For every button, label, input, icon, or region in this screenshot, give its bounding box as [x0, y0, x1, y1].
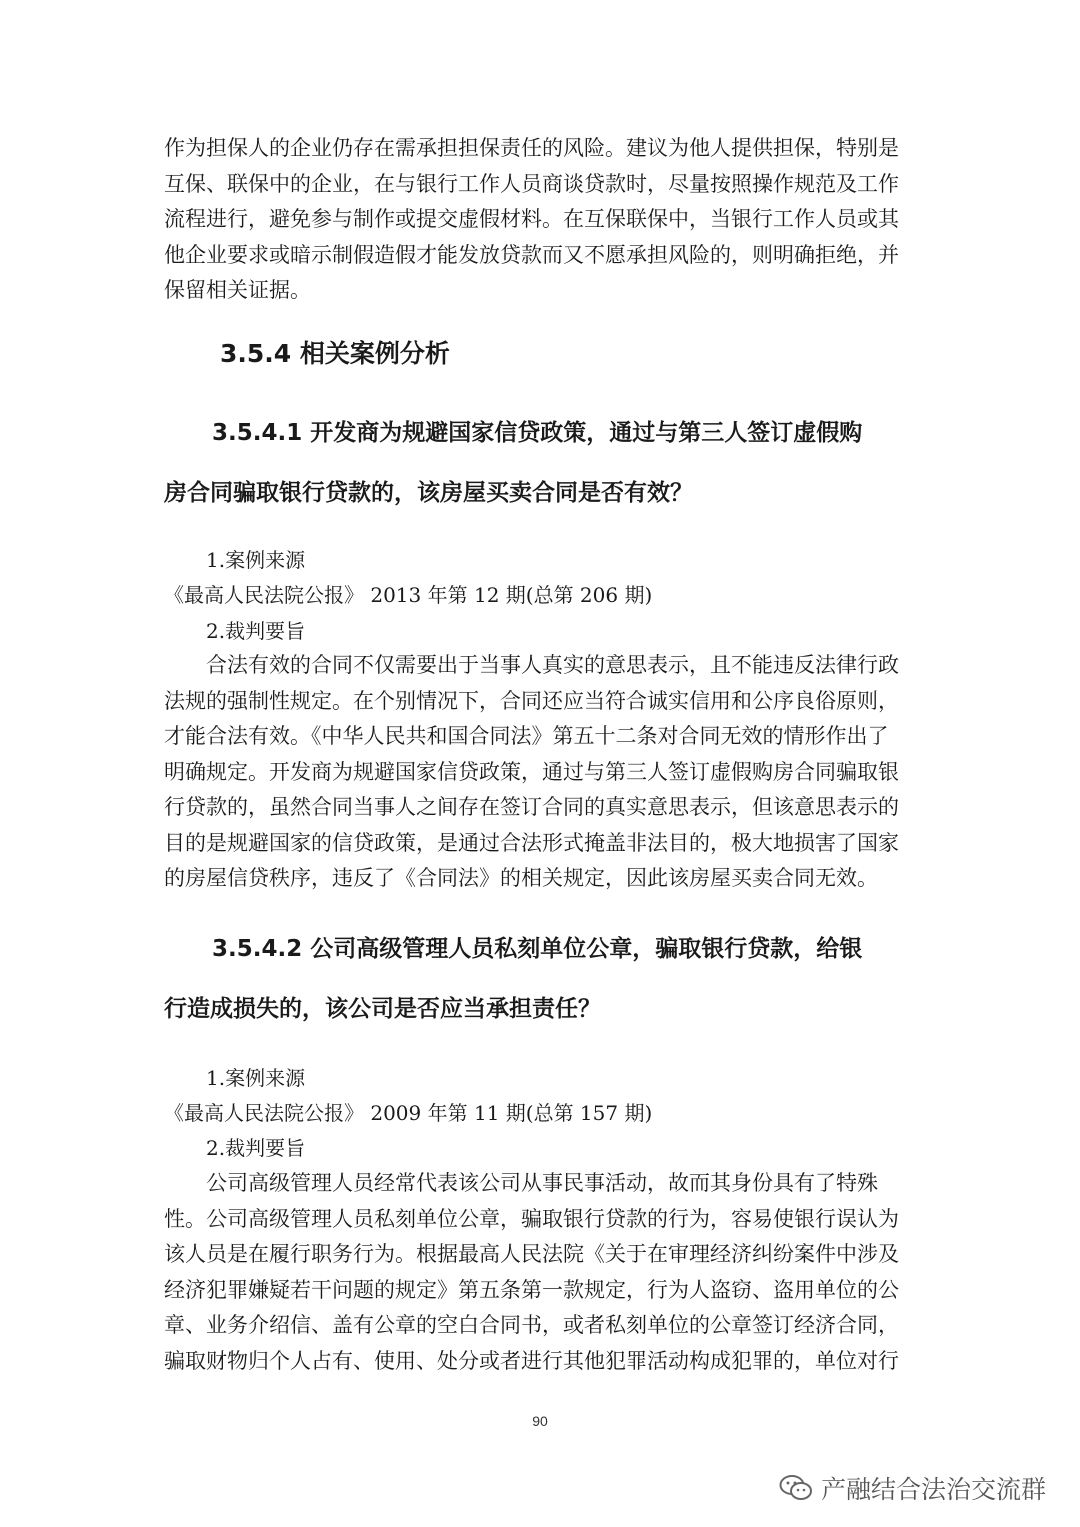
section-heading: 3.5.4 相关案例分析: [220, 339, 450, 368]
case2-summary-label: 2.裁判要旨: [206, 1136, 306, 1160]
summary-line: 章、业务介绍信、盖有公章的空白合同书，或者私刻单位的公章签订经济合同，: [164, 1313, 899, 1337]
summary-line: 的房屋信贷秩序，违反了《合同法》的相关规定，因此该房屋买卖合同无效。: [164, 866, 878, 890]
summary-line: 目的是规避国家的信贷政策，是通过合法形式掩盖非法目的，极大地损害了国家: [164, 830, 899, 855]
case2-summary: [164, 1166, 916, 1379]
case1-heading-line: 房合同骗取银行贷款的，该房屋买卖合同是否有效？: [164, 480, 693, 506]
paragraph-line: 保留相关证据。: [164, 278, 311, 302]
paragraph-line: 作为担保人的企业仍存在需承担担保责任的风险。建议为他人提供担保，特别是: [164, 136, 899, 160]
paragraph-line: 流程进行，避免参与制作或提交虚假材料。在互保联保中，当银行工作人员或其: [164, 207, 899, 231]
case2-heading: [164, 919, 916, 1039]
summary-line: 经济犯罪嫌疑若干问题的规定》第五条第一款规定，行为人盗窃、盗用单位的公: [164, 1277, 899, 1302]
case2-heading-line: 行造成损失的，该公司是否应当承担责任？: [164, 996, 601, 1022]
case1-heading: [164, 403, 916, 523]
case1-heading-line: 3.5.4.1 开发商为规避国家信贷政策，通过与第三人签订虚假购: [212, 420, 863, 446]
watermark: [779, 1470, 1046, 1506]
paragraph-line: 他企业要求或暗示制假造假才能发放贷款而又不愿承担风险的，则明确拒绝，并: [164, 242, 899, 267]
case1-summary: [164, 648, 916, 897]
case2-source-text: 《最高人民法院公报》 2009 年第 11 期(总第 157 期): [164, 1101, 653, 1125]
summary-line: 该人员是在履行职务行为。根据最高人民法院《关于在审理经济纠纷案件中涉及: [164, 1242, 899, 1266]
summary-line: 性。公司高级管理人员私刻单位公章，骗取银行贷款的行为，容易使银行误认为: [164, 1206, 899, 1231]
summary-line: 骗取财物归个人占有、使用、处分或者进行其他犯罪活动构成犯罪的，单位对行: [164, 1348, 899, 1373]
wechat-icon: [779, 1474, 813, 1502]
case1-source-text: 《最高人民法院公报》 2013 年第 12 期(总第 206 期): [164, 583, 653, 607]
case2-source-label: 1.案例来源: [206, 1066, 306, 1090]
paragraph-top: [164, 131, 916, 309]
case2-heading-line: 3.5.4.2 公司高级管理人员私刻单位公章，骗取银行贷款，给银: [212, 936, 863, 962]
summary-line: 才能合法有效。《中华人民共和国合同法》第五十二条对合同无效的情形作出了: [164, 724, 889, 748]
case1-source-label: 1.案例来源: [206, 548, 306, 572]
summary-line: 明确规定。开发商为规避国家信贷政策，通过与第三人签订虚假购房合同骗取银: [164, 759, 899, 784]
summary-line: 合法有效的合同不仅需要出于当事人真实的意思表示，且不能违反法律行政: [206, 653, 899, 677]
page-number: 90: [532, 1413, 548, 1429]
summary-line: 行贷款的，虽然合同当事人之间存在签订合同的真实意思表示，但该意思表示的: [164, 795, 899, 819]
paragraph-line: 互保、联保中的企业，在与银行工作人员商谈贷款时，尽量按照操作规范及工作: [164, 171, 899, 196]
watermark-text: 产融结合法治交流群: [820, 1475, 1046, 1504]
case1-summary-label: 2.裁判要旨: [206, 619, 306, 643]
summary-line: 公司高级管理人员经常代表该公司从事民事活动，故而其身份具有了特殊: [206, 1171, 878, 1195]
summary-line: 法规的强制性规定。在个别情况下，合同还应当符合诚实信用和公序良俗原则，: [164, 688, 899, 713]
